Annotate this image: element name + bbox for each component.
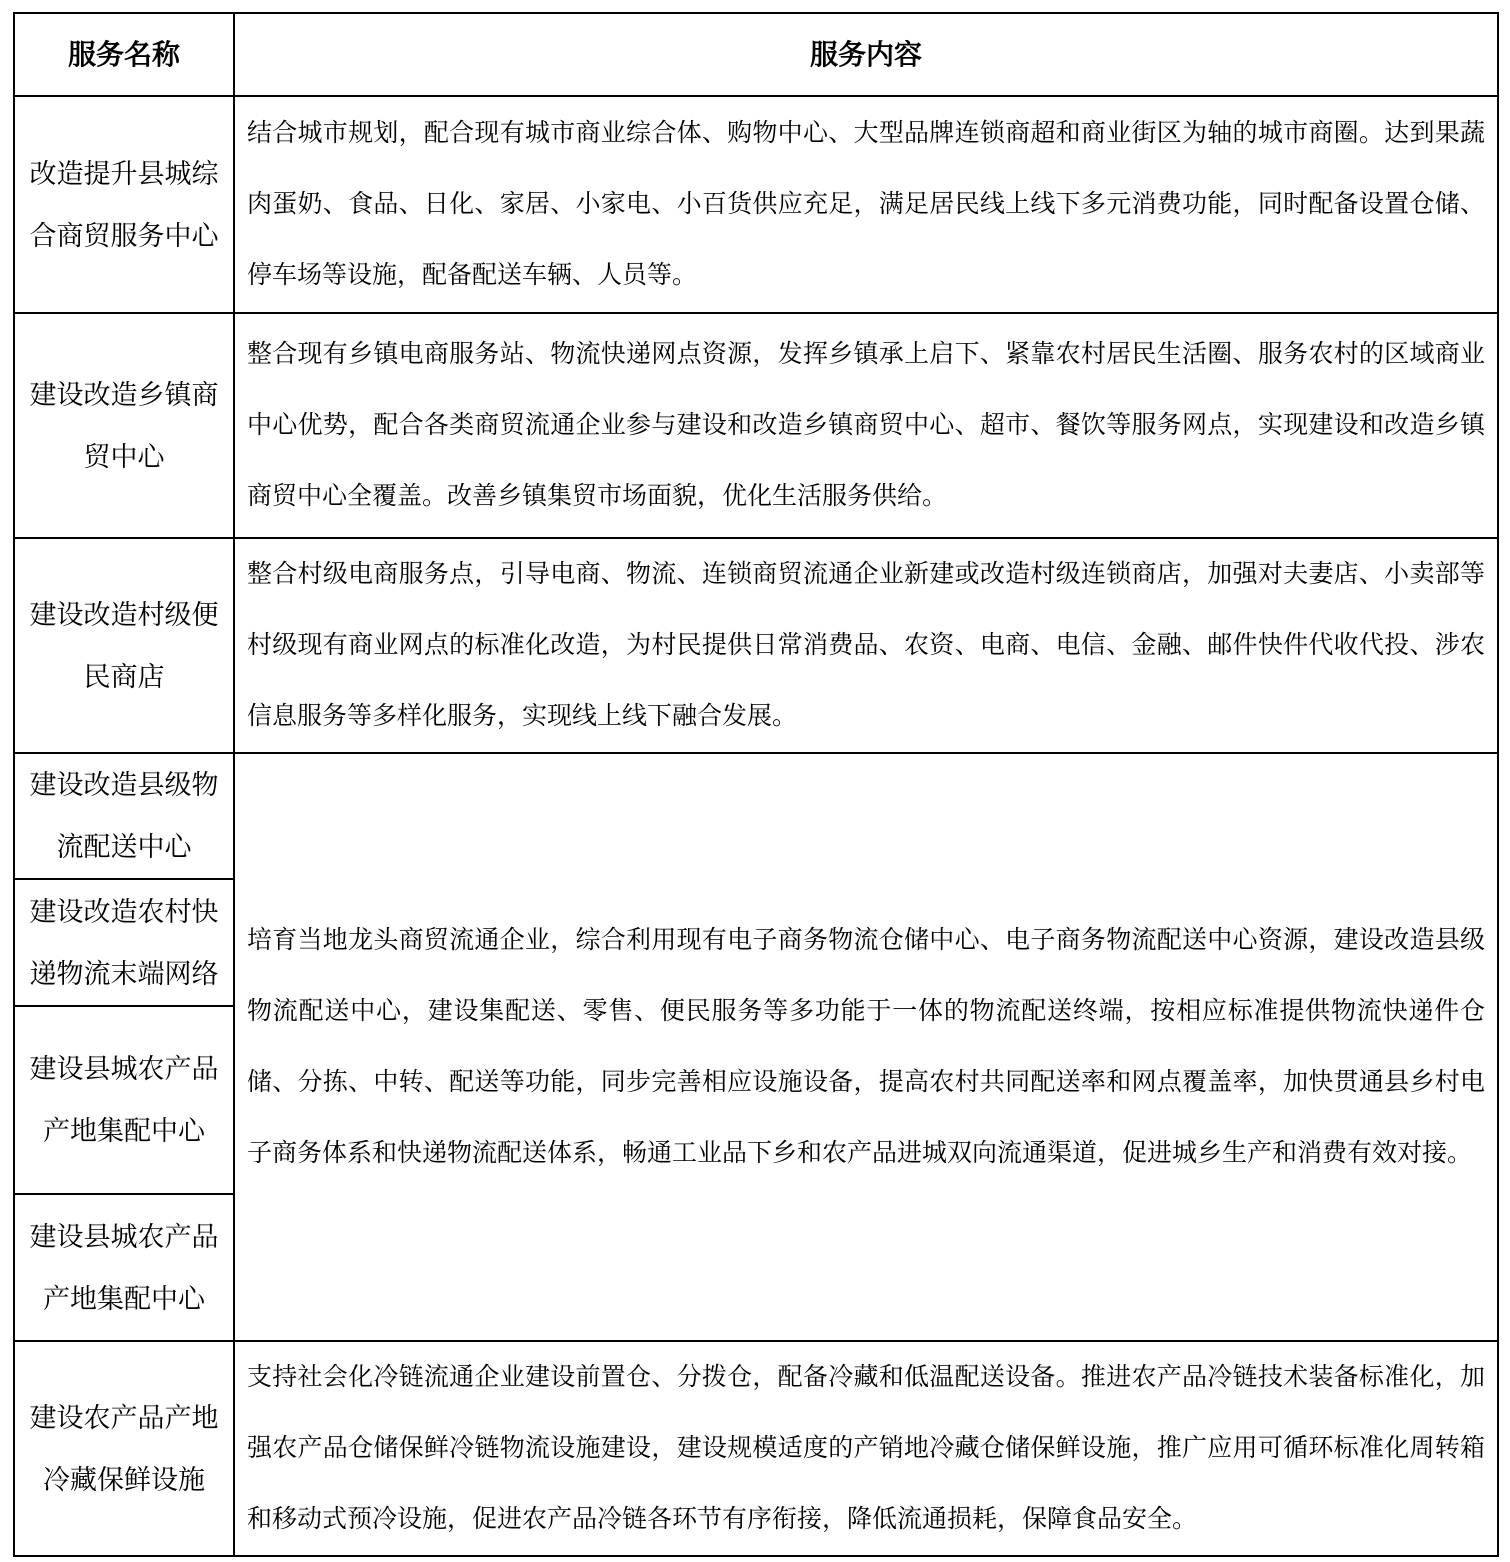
service-name-cell: 建设改造村级便民商店 <box>14 538 234 753</box>
service-name-cell: 建设县城农产品产地集配中心 <box>14 1006 234 1194</box>
table-row <box>14 96 1498 313</box>
service-name-cell: 建设农产品产地冷藏保鲜设施 <box>14 1341 234 1556</box>
service-name-cell: 建设改造乡镇商贸中心 <box>14 313 234 538</box>
table-row <box>14 1341 1498 1556</box>
table-header-row <box>14 13 1498 96</box>
service-name-cell: 建设县城农产品产地集配中心 <box>14 1194 234 1341</box>
table-row <box>14 313 1498 538</box>
service-content-cell-merged: 培育当地龙头商贸流通企业，综合利用现有电子商务物流仓储中心、电子商务物流配送中心资源，建设改造县级物流配送中心，建设集配送、零售、便民服务等多功能于一体的物流配送终端，按相应标准提供物流快递件仓储、分拣、中转、配送等功能，同步完善相应设施设备，提高农村共同配送率和网点覆盖率，加快贯通县乡村电子商务体系和快递物流配送体系，畅通工业品下乡和农产品进城双向流通渠道，促进城乡生产和消费有效对接。 <box>234 753 1498 1341</box>
services-table <box>13 12 1499 1557</box>
column-header-service-content: 服务内容 <box>234 13 1498 96</box>
service-name-cell: 改造提升县城综合商贸服务中心 <box>14 96 234 313</box>
service-content-cell: 结合城市规划，配合现有城市商业综合体、购物中心、大型品牌连锁商超和商业街区为轴的城市商圈。达到果蔬肉蛋奶、食品、日化、家居、小家电、小百货供应充足，满足居民线上线下多元消费功能，同时配备设置仓储、停车场等设施，配备配送车辆、人员等。 <box>234 96 1498 313</box>
service-content-cell: 整合现有乡镇电商服务站、物流快递网点资源，发挥乡镇承上启下、紧靠农村居民生活圈、服务农村的区域商业中心优势，配合各类商贸流通企业参与建设和改造乡镇商贸中心、超市、餐饮等服务网点，实现建设和改造乡镇商贸中心全覆盖。改善乡镇集贸市场面貌，优化生活服务供给。 <box>234 313 1498 538</box>
column-header-service-name: 服务名称 <box>14 13 234 96</box>
table-row <box>14 753 1498 879</box>
service-name-cell: 建设改造农村快递物流末端网络 <box>14 879 234 1006</box>
service-name-cell: 建设改造县级物流配送中心 <box>14 753 234 879</box>
table-row <box>14 538 1498 753</box>
service-content-cell: 整合村级电商服务点，引导电商、物流、连锁商贸流通企业新建或改造村级连锁商店，加强对夫妻店、小卖部等村级现有商业网点的标准化改造，为村民提供日常消费品、农资、电商、电信、金融、邮件快件代收代投、涉农信息服务等多样化服务，实现线上线下融合发展。 <box>234 538 1498 753</box>
service-content-cell: 支持社会化冷链流通企业建设前置仓、分拨仓，配备冷藏和低温配送设备。推进农产品冷链技术装备标准化，加强农产品仓储保鲜冷链物流设施建设，建设规模适度的产销地冷藏仓储保鲜设施，推广应用可循环标准化周转箱和移动式预冷设施，促进农产品冷链各环节有序衔接，降低流通损耗，保障食品安全。 <box>234 1341 1498 1556</box>
